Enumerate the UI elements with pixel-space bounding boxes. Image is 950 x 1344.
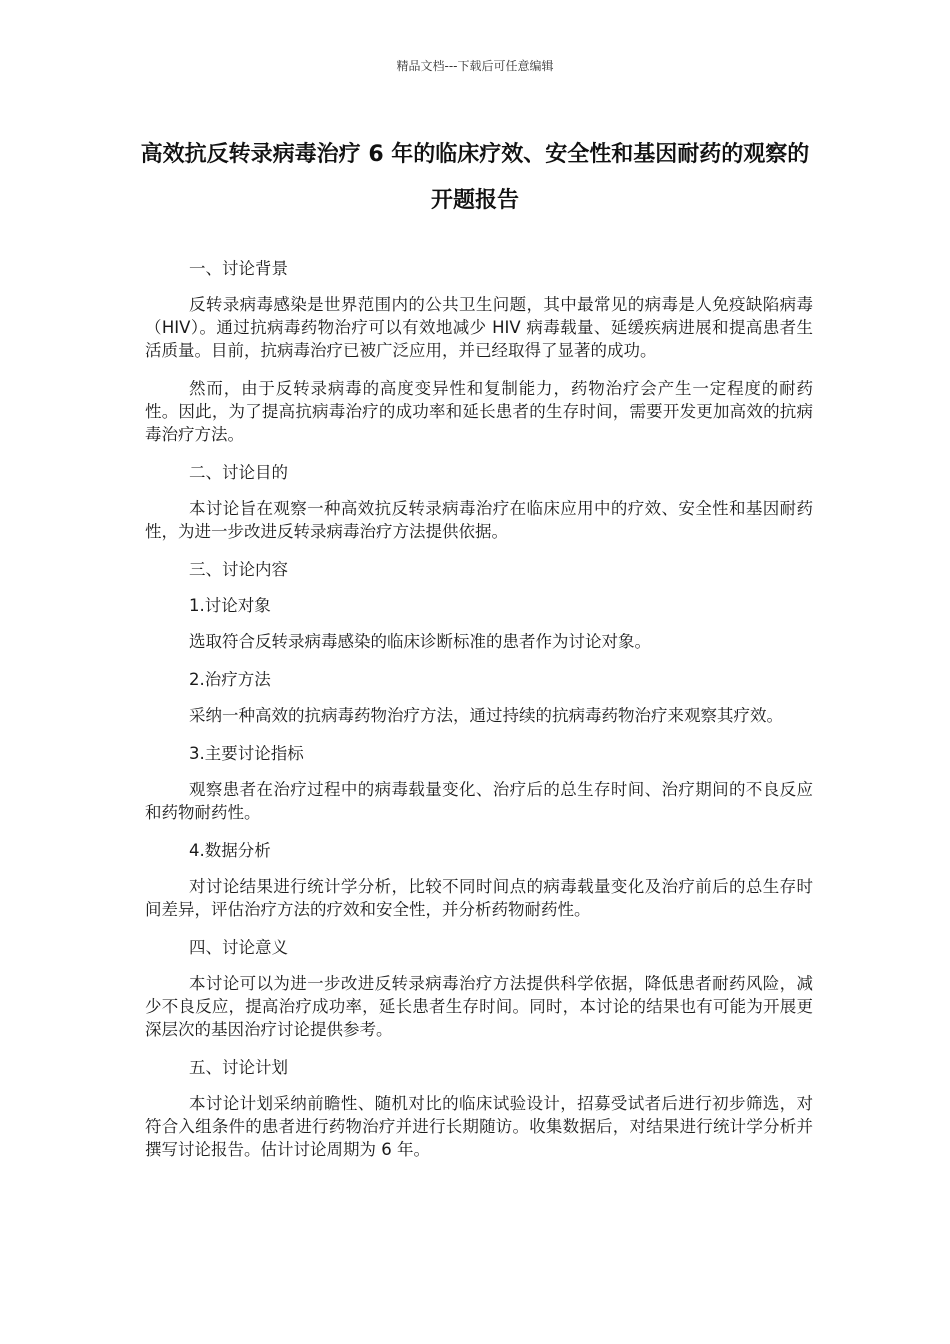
section-heading-purpose: 二、讨论目的 [189,463,288,482]
paragraph-significance: 本讨论可以为进一步改进反转录病毒治疗方法提供科学依据，降低患者耐药风险，减少不良反应，提高治疗成功率，延长患者生存时间。同时，本讨论的结果也有可能为开展更深层次的基因治疗讨论提供参考。 [145,974,813,1039]
paragraph-subjects: 选取符合反转录病毒感染的临床诊断标准的患者作为讨论对象。 [189,632,651,651]
document-body [145,257,813,1176]
document-title: 高效抗反转录病毒治疗 6 年的临床疗效、安全性和基因耐药的观察的开题报告 [140,142,810,213]
subheading-indicators: 3.主要讨论指标 [189,744,304,763]
paragraph-background-1: 反转录病毒感染是世界范围内的公共卫生问题，其中最常见的病毒是人免疫缺陷病毒（HIV）。通过抗病毒药物治疗可以有效地减少 HIV 病毒载量、延缓疾病进展和提高患者生活质量。目前，抗病毒治疗已被广泛应用，并已经取得了显著的成功。 [145,295,813,360]
section-heading-plan: 五、讨论计划 [189,1058,288,1077]
section-heading-significance: 四、讨论意义 [189,938,288,957]
subheading-treatment: 2.治疗方法 [189,670,271,689]
paragraph-analysis: 对讨论结果进行统计学分析，比较不同时间点的病毒载量变化及治疗前后的总生存时间差异，评估治疗方法的疗效和安全性，并分析药物耐药性。 [145,877,813,919]
section-heading-background: 一、讨论背景 [189,259,288,278]
header-watermark: 精品文档---下载后可任意编辑 [396,59,554,73]
paragraph-indicators: 观察患者在治疗过程中的病毒载量变化、治疗后的总生存时间、治疗期间的不良反应和药物耐药性。 [145,780,813,822]
paragraph-background-2: 然而，由于反转录病毒的高度变异性和复制能力，药物治疗会产生一定程度的耐药性。因此，为了提高抗病毒治疗的成功率和延长患者的生存时间，需要开发更加高效的抗病毒治疗方法。 [145,379,813,444]
paragraph-purpose: 本讨论旨在观察一种高效抗反转录病毒治疗在临床应用中的疗效、安全性和基因耐药性，为进一步改进反转录病毒治疗方法提供依据。 [145,499,813,541]
section-heading-content: 三、讨论内容 [189,560,288,579]
paragraph-treatment: 采纳一种高效的抗病毒药物治疗方法，通过持续的抗病毒药物治疗来观察其疗效。 [189,706,783,725]
subheading-subjects: 1.讨论对象 [189,596,271,615]
paragraph-plan: 本讨论计划采纳前瞻性、随机对比的临床试验设计，招募受试者后进行初步筛选，对符合入组条件的患者进行药物治疗并进行长期随访。收集数据后，对结果进行统计学分析并撰写讨论报告。估计讨论周期为 6 年。 [145,1094,813,1159]
subheading-analysis: 4.数据分析 [189,841,271,860]
